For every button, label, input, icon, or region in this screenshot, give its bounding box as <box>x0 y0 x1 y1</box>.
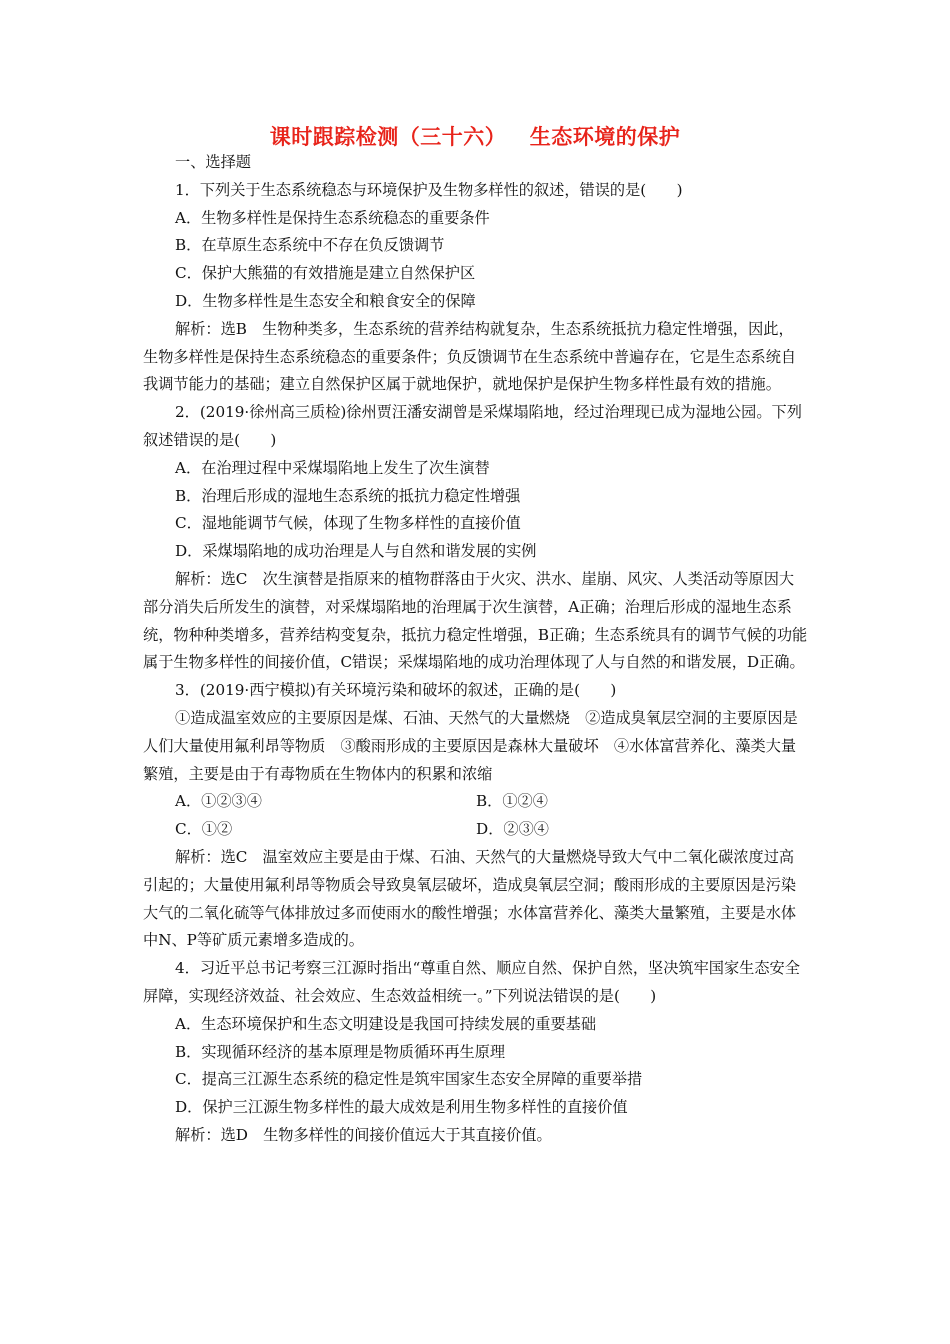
question-statements: ①造成温室效应的主要原因是煤、石油、天然气的大量燃烧 ②造成臭氧层空洞的主要原因是人们大量使用氟利昂等物质 ③酸雨形成的主要原因是森林大量破坏 ④水体富营养化、藻类大量繁殖，主要是由于有毒物质在生物体内的积累和浓缩 <box>143 708 798 783</box>
document-body <box>143 149 808 1150</box>
option-c: C．保护大熊猫的有效措施是建立自然保护区 <box>175 264 476 283</box>
option-c: C．提高三江源生态系统的稳定性是筑牢国家生态安全屏障的重要举措 <box>175 1070 643 1089</box>
option-a: A．生物多样性是保持生态系统稳态的重要条件 <box>175 208 490 227</box>
options-row-1 <box>143 788 808 816</box>
option-d: D．生物多样性是生态安全和粮食安全的保障 <box>175 291 476 310</box>
option-b: B．治理后形成的湿地生态系统的抵抗力稳定性增强 <box>175 486 521 505</box>
option-c: C．①② <box>175 820 233 839</box>
question-2 <box>143 399 808 677</box>
option-a: A．①②③④ <box>175 792 262 811</box>
section-heading: 一、选择题 <box>175 153 251 171</box>
option-b: B．在草原生态系统中不存在负反馈调节 <box>175 236 445 255</box>
option-d: D．保护三江源生物多样性的最大成效是利用生物多样性的直接价值 <box>175 1098 628 1117</box>
analysis: 解析：选C 温室效应主要是由于煤、石油、天然气的大量燃烧导致大气中二氧化碳浓度过高引起的；大量使用氟利昂等物质会导致臭氧层破坏，造成臭氧层空洞；酸雨形成的主要原因是污染大气的二氧化硫等气体排放过多而使雨水的酸性增强；水体富营养化、藻类大量繁殖，主要是水体中N、P等矿质元素增多造成的。 <box>143 847 797 950</box>
option-d: D．采煤塌陷地的成功治理是人与自然和谐发展的实例 <box>175 542 537 561</box>
question-stem: 3．(2019·西宁模拟)有关环境污染和破坏的叙述，正确的是( ) <box>175 681 617 700</box>
option-c: C．湿地能调节气候，体现了生物多样性的直接价值 <box>175 514 521 533</box>
analysis: 解析：选D 生物多样性的间接价值远大于其直接价值。 <box>175 1125 552 1144</box>
option-a: A．在治理过程中采煤塌陷地上发生了次生演替 <box>175 458 490 477</box>
question-1 <box>143 177 808 399</box>
question-stem: 1．下列关于生态系统稳态与环境保护及生物多样性的叙述，错误的是( ) <box>175 180 683 199</box>
option-a: A．生态环境保护和生态文明建设是我国可持续发展的重要基础 <box>175 1014 597 1033</box>
analysis: 解析：选C 次生演替是指原来的植物群落由于火灾、洪水、崖崩、风灾、人类活动等原因大部分消失后所发生的演替，对采煤塌陷地的治理属于次生演替，A正确；治理后形成的湿地生态系统，物种种类增多，营养结构变复杂，抵抗力稳定性增强，B正确；生态系统具有的调节气候的功能属于生物多样性的间接价值，C错误；采煤塌陷地的成功治理体现了人与自然的和谐发展，D正确。 <box>143 569 808 672</box>
option-b: B．实现循环经济的基本原理是物质循环再生原理 <box>175 1042 506 1061</box>
option-b: B．①②④ <box>476 792 548 811</box>
page-title: 课时跟踪检测（三十六） 生态环境的保护 <box>269 124 681 149</box>
question-4 <box>143 955 808 1150</box>
options-row-2 <box>143 816 808 844</box>
question-3 <box>143 677 808 955</box>
analysis: 解析：选B 生物种类多，生态系统的营养结构就复杂，生态系统抵抗力稳定性增强，因此，生物多样性是保持生态系统稳态的重要条件；负反馈调节在生态系统中普遍存在，它是生态系统自我调节能力的基础；建立自然保护区属于就地保护，就地保护是保护生物多样性最有效的措施。 <box>143 319 797 394</box>
question-stem: 4．习近平总书记考察三江源时指出“尊重自然、顺应自然、保护自然，坚决筑牢国家生态安全屏障，实现经济效益、社会效应、生态效益相统一。”下列说法错误的是( ) <box>143 959 800 1005</box>
question-stem: 2．(2019·徐州高三质检)徐州贾汪潘安湖曾是采煤塌陷地，经过治理现已成为湿地公园。下列叙述错误的是( ) <box>143 403 802 449</box>
option-d: D．②③④ <box>476 820 549 839</box>
